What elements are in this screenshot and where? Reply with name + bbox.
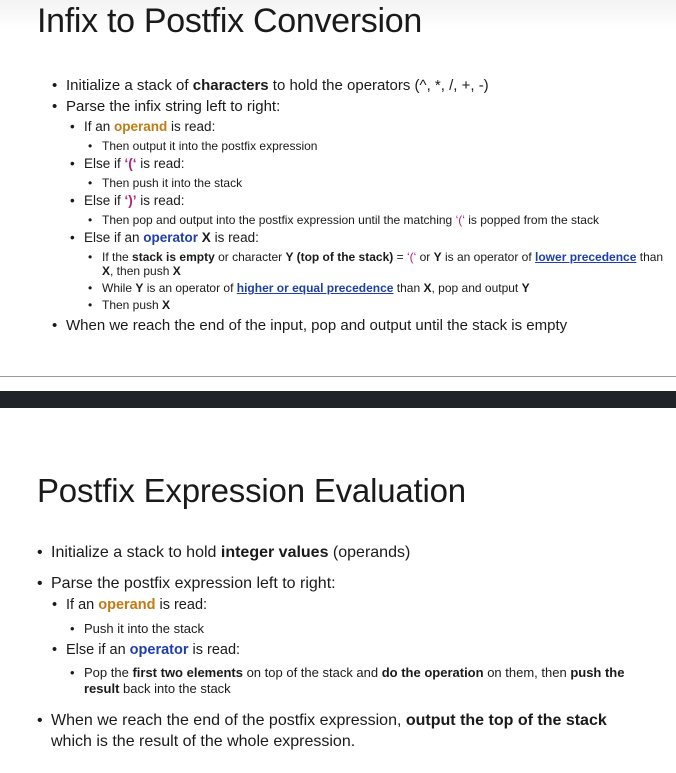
bullet-push-paren: • Then push it into the stack: [88, 176, 243, 190]
bullet-initialize-int-stack: • Initialize a stack to hold integer values (operands): [37, 544, 411, 561]
bullet-end-of-postfix: • When we reach the end of the postfix expression, output the top of the stack: [37, 712, 607, 729]
slide-postfix-evaluation: [0, 422, 676, 773]
bullet-pop-two-operate-cont: result back into the stack: [84, 681, 231, 696]
slide-infix-to-postfix: [0, 0, 676, 376]
lower-precedence-link[interactable]: lower precedence: [535, 250, 637, 264]
bullet-operator-read: • Else if an operator is read:: [52, 642, 241, 658]
bullet-push-if-lower: • If the stack is empty or character Y (top of the stack) = ‘(‘ or Y is an operator of lower precedence than: [88, 250, 664, 264]
bullet-close-paren-read: • Else if ‘)’ is read:: [70, 193, 185, 208]
bullet-pop-two-operate: • Pop the first two elements on top of the stack and do the operation on them, then push the: [70, 665, 625, 680]
slide-title: Infix to Postfix Conversion: [37, 2, 422, 40]
bullet-pop-until-paren: • Then pop and output into the postfix expression until the matching ‘(‘ is popped from the stack: [88, 213, 599, 227]
bullet-parse-infix: • Parse the infix string left to right:: [52, 98, 281, 115]
bullet-initialize-stack: • Initialize a stack of characters to hold the operators (^, *, /, +, -): [52, 77, 489, 94]
bullet-parse-postfix: • Parse the postfix expression left to right:: [37, 575, 336, 592]
bullet-operator-read: • Else if an operator X is read:: [70, 230, 259, 245]
bullet-pop-while-higher: • While Y is an operator of higher or equal precedence than X, pop and output Y: [88, 281, 530, 295]
slide-gap-bar: [0, 391, 676, 408]
bullet-operand-read: • If an operand is read:: [52, 597, 208, 613]
bullet-end-of-input: • When we reach the end of the input, pop and output until the stack is empty: [52, 317, 568, 334]
slide-title: Postfix Expression Evaluation: [37, 472, 466, 509]
bullet-open-paren-read: • Else if ‘(‘ is read:: [70, 156, 185, 171]
slide-divider-top: [0, 376, 676, 377]
bullet-then-push-x: • Then push X: [88, 298, 171, 312]
bullet-end-of-postfix-cont: which is the result of the whole expression.: [51, 733, 356, 750]
higher-precedence-link[interactable]: higher or equal precedence: [236, 281, 394, 295]
bullet-push-operand: • Push it into the stack: [70, 621, 204, 636]
bullet-operand-read: • If an operand is read:: [70, 119, 216, 134]
bullet-push-if-lower-cont: X, then push X: [102, 264, 181, 278]
bullet-output-operand: • Then output it into the postfix expression: [88, 139, 318, 153]
